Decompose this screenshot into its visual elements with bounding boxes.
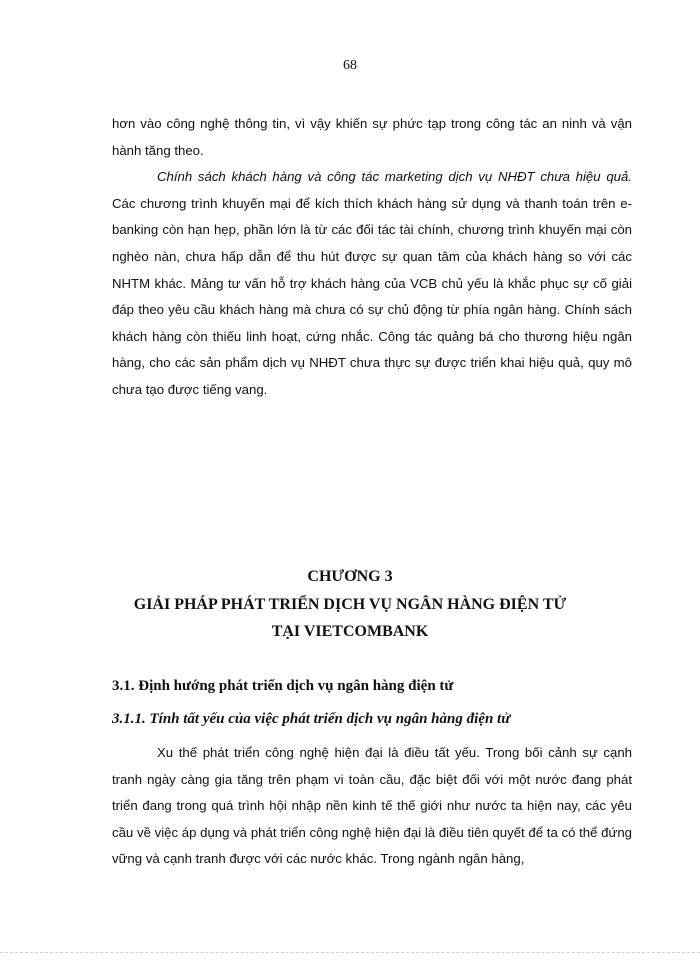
chapter-title-line1: GIẢI PHÁP PHÁT TRIỂN DỊCH VỤ NGÂN HÀNG ĐIỆN TỬ — [133, 596, 567, 613]
page-bottom-divider — [0, 952, 700, 953]
bottom-text-block — [112, 740, 632, 873]
marketing-paragraph — [112, 164, 632, 403]
marketing-body: Các chương trình khuyến mại để kích thích khách hàng sử dụng và thanh toán trên e-banking còn hạn hẹp, phần lớn là từ các đối tác tài chính, chương trình khuyến mại còn nghèo nàn, chưa hấp dẫn để thu hút được sự quan tâm của khách hàng so với các NHTM khác. Mảng tư vấn hỗ trợ khách hàng của VCB chủ yếu là khắc phục sự cố giải đáp theo yêu cầu khách hàng mà chưa có sự chủ động từ phía ngân hàng. Chính sách khách hàng còn thiếu linh hoạt, cứng nhắc. Công tác quảng bá cho thương hiệu ngân hàng, cho các sản phẩm dịch vụ NHĐT chưa thực sự được triển khai hiệu quả, quy mô chưa tạo được tiếng vang. — [112, 195, 632, 397]
chapter-title-line2: TẠI VIETCOMBANK — [271, 623, 429, 640]
marketing-lead: Chính sách khách hàng và công tác marketing dịch vụ NHĐT chưa hiệu quả. — [157, 169, 632, 185]
page-number: 68 — [343, 58, 357, 73]
chapter-number: CHƯƠNG 3 — [307, 568, 393, 585]
subsection-heading: 3.1.1. Tính tất yếu của việc phát triển dịch vụ ngân hàng điện tử — [112, 711, 511, 727]
top-text-block — [112, 111, 632, 404]
section-heading: 3.1. Định hướng phát triển dịch vụ ngân hàng điện tử — [112, 678, 454, 694]
continuation-paragraph: hơn vào công nghệ thông tin, vì vậy khiến sự phức tạp trong công tác an ninh và vận hành tăng theo. — [112, 116, 632, 158]
trend-paragraph: Xu thế phát triển công nghệ hiện đại là điều tất yếu. Trong bối cảnh sự cạnh tranh ngày càng gia tăng trên phạm vi toàn cầu, đặc biệt đối với một nước đang phát triển đang trong quá trình hội nhập nền kinh tế thế giới như nước ta hiện nay, các yêu cầu về việc áp dụng và phát triển công nghệ hiện đại là điều tiên quyết để ta có thể đứng vững và cạnh tranh được với các nước khác. Trong ngành ngân hàng, — [112, 745, 632, 867]
